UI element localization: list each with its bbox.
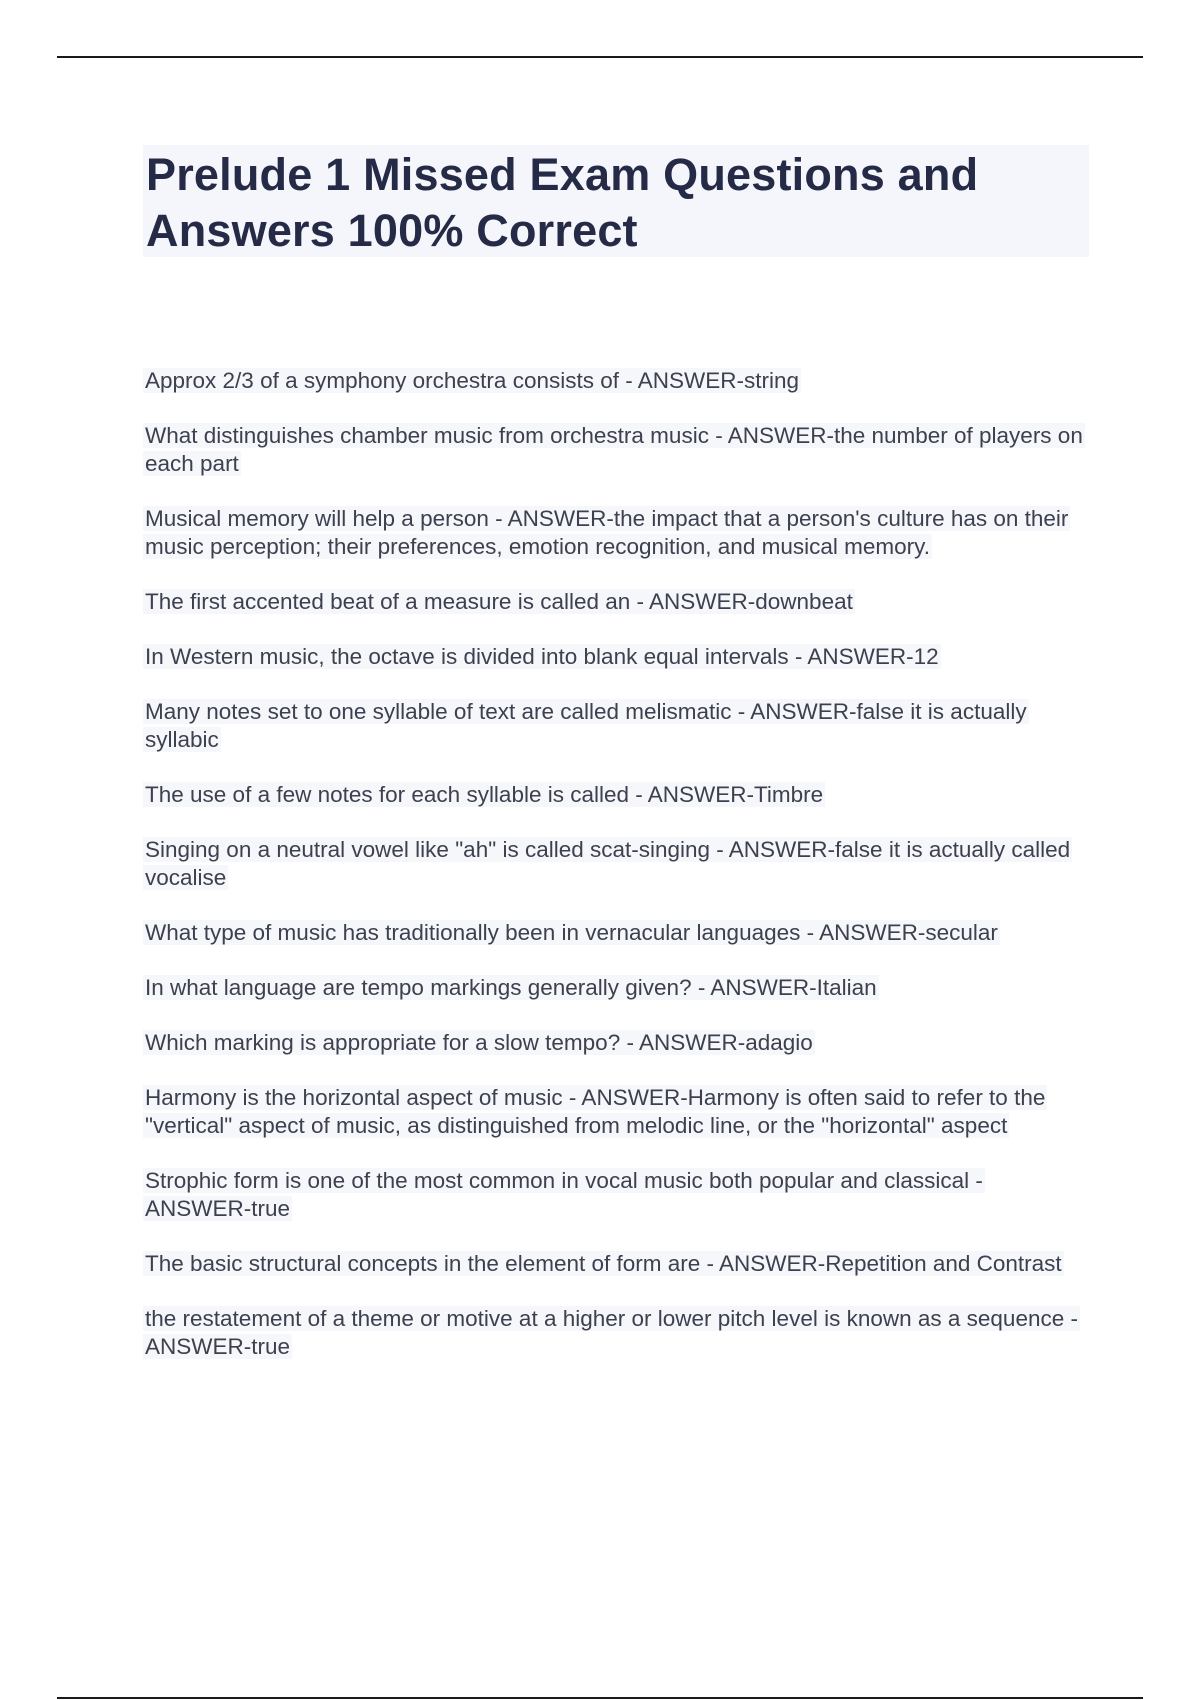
- qa-item: [143, 1167, 1089, 1223]
- qa-item: [143, 367, 1089, 395]
- qa-item: [143, 588, 1089, 616]
- header-rule: [57, 56, 1143, 58]
- qa-text: The use of a few notes for each syllable is called - ANSWER-Timbre: [145, 782, 824, 807]
- qa-text: the restatement of a theme or motive at a higher or lower pitch level is known as a sequence - ANSWER-true: [145, 1306, 1078, 1359]
- qa-text: In what language are tempo markings generally given? - ANSWER-Italian: [145, 975, 877, 1000]
- qa-item: [143, 1250, 1089, 1278]
- qa-text: Harmony is the horizontal aspect of music - ANSWER-Harmony is often said to refer to the "vertical" aspect of music, as distinguished from melodic line, or the "horizontal" aspect: [145, 1085, 1046, 1138]
- qa-list: [143, 367, 1089, 1388]
- qa-item: [143, 1084, 1089, 1140]
- qa-item: [143, 836, 1089, 892]
- title-block: [143, 145, 1089, 257]
- qa-item: [143, 974, 1089, 1002]
- qa-text: Strophic form is one of the most common in vocal music both popular and classical - ANSWER-true: [145, 1168, 983, 1221]
- qa-text: Approx 2/3 of a symphony orchestra consists of - ANSWER-string: [145, 368, 800, 393]
- footer-rule: [57, 1697, 1143, 1699]
- qa-item: [143, 698, 1089, 754]
- qa-item: [143, 1305, 1089, 1361]
- qa-item: [143, 919, 1089, 947]
- qa-text: The basic structural concepts in the element of form are - ANSWER-Repetition and Contrast: [145, 1251, 1062, 1276]
- page-title: Prelude 1 Missed Exam Questions and Answers 100% Correct: [146, 149, 979, 256]
- qa-text: Musical memory will help a person - ANSWER-the impact that a person's culture has on their music perception; their preferences, emotion recognition, and musical memory.: [145, 506, 1069, 559]
- qa-item: [143, 781, 1089, 809]
- qa-text: Many notes set to one syllable of text are called melismatic - ANSWER-false it is actually syllabic: [145, 699, 1027, 752]
- qa-item: [143, 643, 1089, 671]
- qa-text: What type of music has traditionally been in vernacular languages - ANSWER-secular: [145, 920, 998, 945]
- qa-text: The first accented beat of a measure is called an - ANSWER-downbeat: [145, 589, 853, 614]
- qa-text: In Western music, the octave is divided into blank equal intervals - ANSWER-12: [145, 644, 939, 669]
- qa-item: [143, 1029, 1089, 1057]
- qa-text: Singing on a neutral vowel like "ah" is called scat-singing - ANSWER-false it is actually called vocalise: [145, 837, 1071, 890]
- qa-text: What distinguishes chamber music from orchestra music - ANSWER-the number of players on each part: [145, 423, 1083, 476]
- qa-item: [143, 505, 1089, 561]
- qa-item: [143, 422, 1089, 478]
- qa-text: Which marking is appropriate for a slow tempo? - ANSWER-adagio: [145, 1030, 813, 1055]
